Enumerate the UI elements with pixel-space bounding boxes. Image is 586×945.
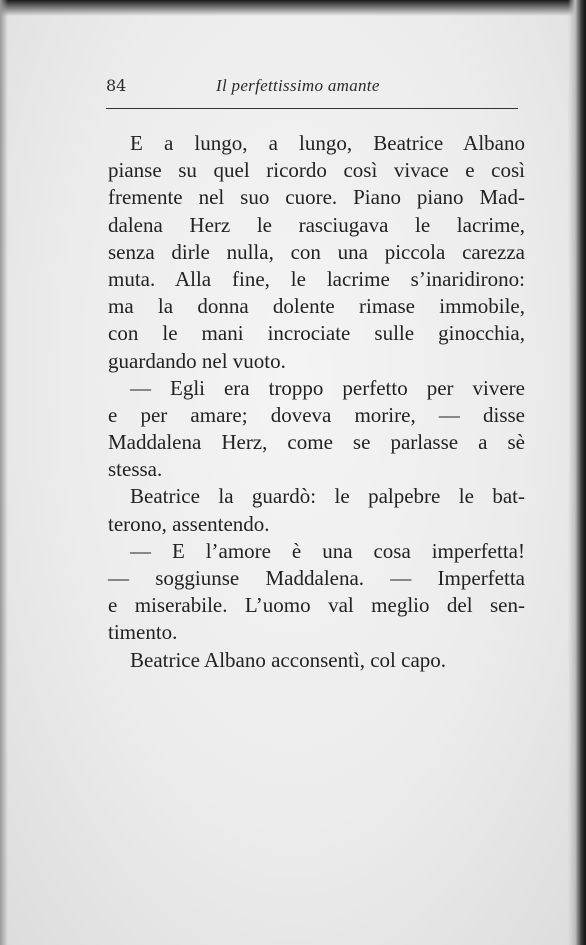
text-line: fremente nel suo cuore. Piano piano Mad- (108, 185, 525, 210)
page-left-shadow (0, 0, 8, 945)
body-text (108, 130, 525, 674)
text-line: Beatrice Albano acconsentì, col capo. (130, 647, 447, 672)
text-line: Maddalena Herz, come se parlasse a sè (108, 430, 525, 455)
text-line: muta. Alla fine, le lacrime s’inaridirono: (108, 266, 525, 291)
page-header (106, 74, 516, 102)
text-line: — Egli era troppo perfetto per vivere (130, 375, 525, 400)
header-rule (106, 108, 518, 109)
text-line: Beatrice la guardò: le palpebre le bat- (130, 484, 525, 509)
text-line: con le mani incrociate sulle ginocchia, (108, 321, 525, 346)
text-line: guardando nel vuoto. (108, 348, 286, 373)
page-number: 84 (106, 76, 127, 95)
text-line: stessa. (108, 457, 163, 482)
page-top-shadow (0, 0, 586, 16)
running-title: Il perfettissimo amante (216, 76, 380, 95)
text-line: terono, assentendo. (108, 511, 270, 536)
page-binding-edge (568, 0, 586, 945)
text-line: — E l’amore è una cosa imperfetta! (130, 538, 525, 563)
text-line: ma la donna dolente rimase immobile, (108, 294, 525, 319)
text-line: — soggiunse Maddalena. — Imperfetta (108, 566, 525, 590)
text-line: dalena Herz le rasciugava le lacrime, (108, 212, 525, 237)
text-line: E a lungo, a lungo, Beatrice Albano (130, 131, 525, 155)
text-line: timento. (108, 620, 178, 645)
text-line: senza dirle nulla, con una piccola carezza (108, 239, 525, 264)
text-line: e miserabile. L’uomo val meglio del sen- (108, 593, 525, 618)
text-line: e per amare; doveva morire, — disse (108, 402, 525, 427)
text-line: pianse su quel ricordo così vivace e così (108, 158, 525, 183)
